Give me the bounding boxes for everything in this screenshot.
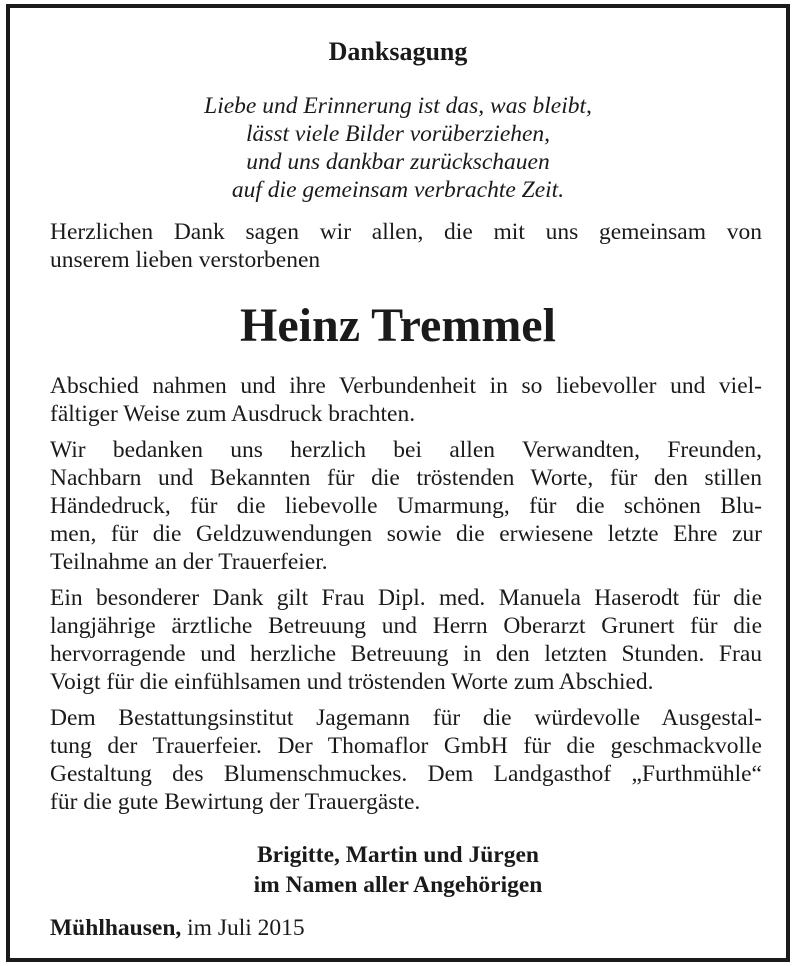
signature-line: Brigitte, Martin und Jürgen bbox=[257, 842, 539, 868]
text-line: für die gute Bewirtung der Trauergäste. bbox=[50, 789, 421, 815]
text-line: hervorragende und herzliche Betreuung in den letzten Stunden. Frau bbox=[50, 641, 762, 667]
text-line: Gestaltung des Blumenschmuckes. Dem Landgasthof „Furthmühle“ bbox=[50, 761, 762, 787]
paragraph-services bbox=[50, 704, 762, 816]
poem-line: und uns dankbar zurückschauen bbox=[246, 149, 550, 175]
date-text: im Juli 2015 bbox=[187, 915, 305, 941]
text-line: Teilnahme an der Trauerfeier. bbox=[50, 549, 328, 575]
deceased-name: Heinz Tremmel bbox=[240, 299, 556, 352]
text-line: Händedruck, für die liebevolle Umarmung, für die schönen Blu- bbox=[50, 493, 762, 519]
text-line: Ein besonderer Dank gilt Frau Dipl. med. Manuela Haserodt für die bbox=[50, 585, 762, 611]
place-name: Mühlhausen, bbox=[50, 915, 182, 941]
text-line: unserem lieben verstorbenen bbox=[50, 247, 321, 273]
poem bbox=[10, 92, 786, 204]
text-line: tung der Trauerfeier. Der Thomaflor GmbH für die geschmackvolle bbox=[50, 733, 762, 759]
text-line: Wir bedanken uns herzlich bei allen Verwandten, Freunden, bbox=[50, 437, 762, 463]
paragraph-farewell bbox=[50, 372, 762, 428]
text-line: men, für die Geldzuwendungen sowie die erwiesene letzte Ehre zur bbox=[50, 521, 762, 547]
text-line: Voigt für die einfühlsamen und tröstenden Worte zum Abschied. bbox=[50, 669, 654, 695]
heading-title: Danksagung bbox=[328, 37, 468, 66]
signature bbox=[10, 840, 786, 900]
text-line: Herzlichen Dank sagen wir allen, die mit uns gemeinsam von bbox=[50, 219, 762, 245]
text-line: fältiger Weise zum Ausdruck brachten. bbox=[50, 401, 416, 427]
place-date bbox=[50, 914, 305, 942]
poem-line: Liebe und Erinnerung ist das, was bleibt, bbox=[204, 93, 592, 119]
text-line: Nachbarn und Bekannten für die tröstenden Worte, für den stillen bbox=[50, 465, 762, 491]
text-line: Dem Bestattungsinstitut Jagemann für die würdevolle Ausgestal- bbox=[50, 705, 762, 731]
text-line: Abschied nahmen und ihre Verbundenheit in so liebevoller und viel- bbox=[50, 373, 762, 399]
signature-line: im Namen aller Angehörigen bbox=[253, 872, 543, 898]
text-line: langjährige ärztliche Betreuung und Herrn Oberarzt Grunert für die bbox=[50, 613, 762, 639]
intro-paragraph bbox=[50, 218, 762, 274]
paragraph-special-thanks bbox=[50, 584, 762, 696]
obituary-card bbox=[6, 4, 790, 962]
paragraph-thanks bbox=[50, 436, 762, 576]
poem-line: auf die gemeinsam verbrachte Zeit. bbox=[231, 177, 565, 203]
poem-line: lässt viele Bilder vorüberziehen, bbox=[245, 121, 551, 147]
